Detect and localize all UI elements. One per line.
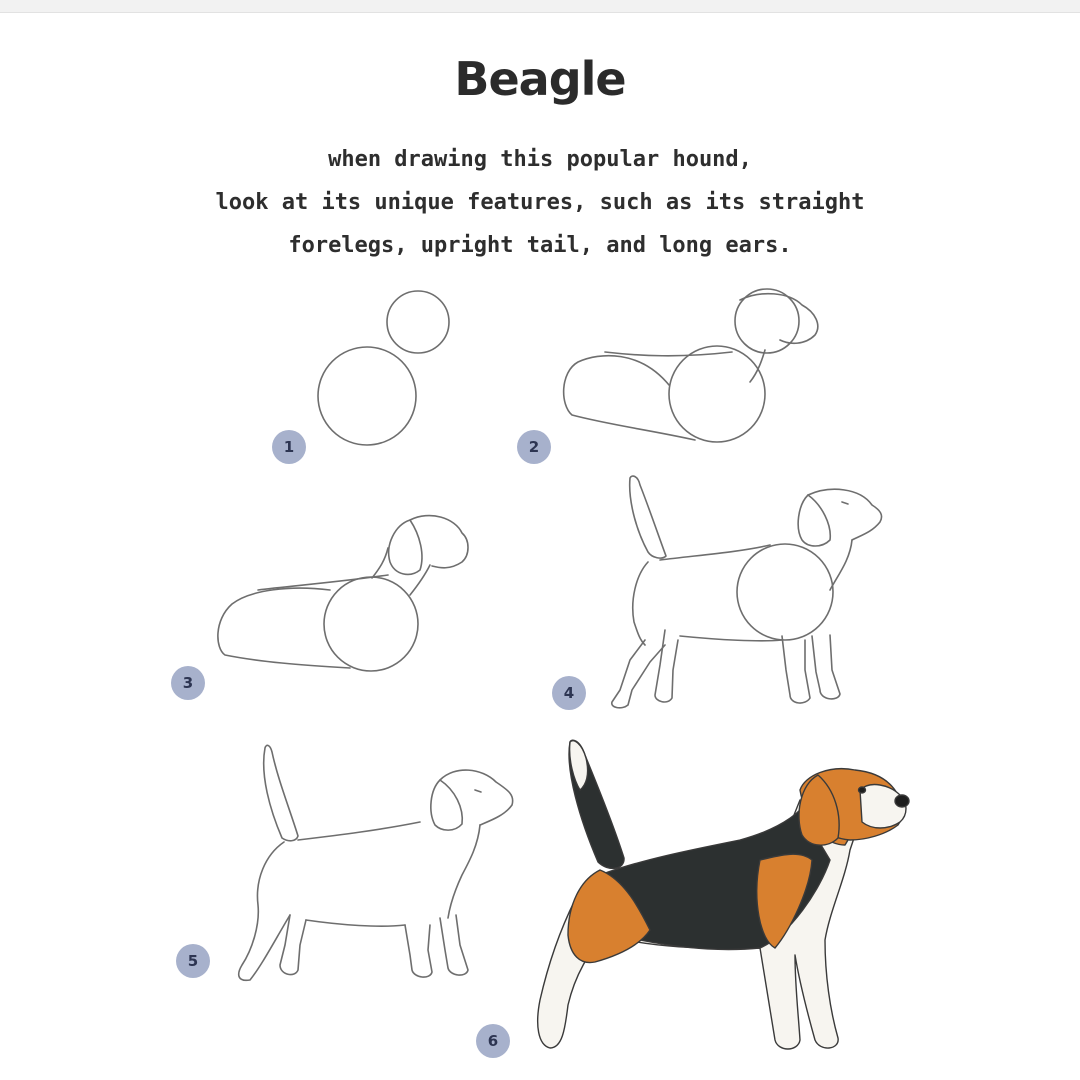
step-5-sketch: [239, 745, 513, 980]
step-4-badge: 4: [552, 676, 586, 710]
step-2-badge: 2: [517, 430, 551, 464]
step-5-badge: 5: [176, 944, 210, 978]
step-4-sketch: [612, 476, 882, 708]
intro-line-2: look at its unique features, such as its straight: [215, 190, 865, 215]
step-1-badge: 1: [272, 430, 306, 464]
step-3-sketch: [218, 516, 468, 671]
intro-line-1: when drawing this popular hound,: [328, 147, 752, 172]
step-6-colored-beagle: [538, 740, 909, 1049]
page-title: Beagle: [454, 52, 626, 106]
intro-line-3: forelegs, upright tail, and long ears.: [288, 233, 792, 258]
step-6-badge: 6: [476, 1024, 510, 1058]
step-2-sketch: [564, 289, 818, 442]
step-3-badge: 3: [171, 666, 205, 700]
step-1-sketch: [318, 291, 449, 445]
